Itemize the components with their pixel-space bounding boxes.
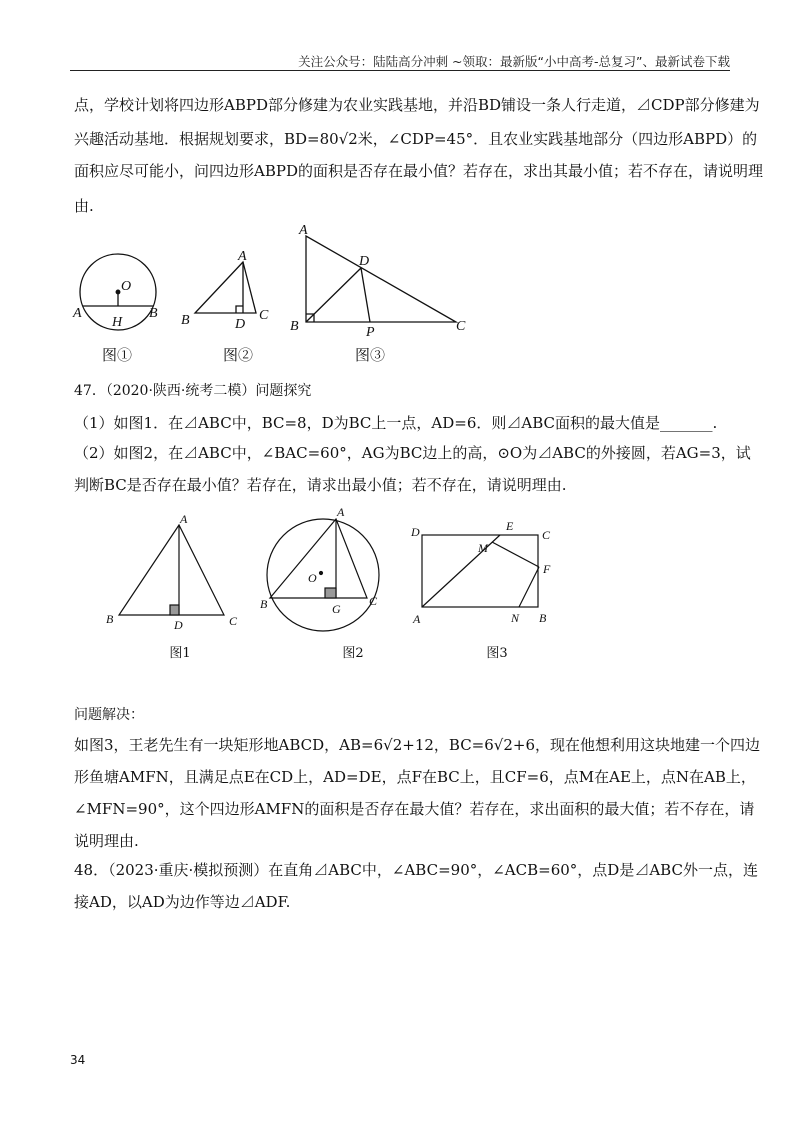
fig2-label-a: A <box>238 249 247 264</box>
q47-fig-caption-1: 图1 <box>169 646 191 661</box>
page-header: 关注公众号：陆陆高分冲刺 ~领取：最新版“小中高考-总复习”、最新试卷下载 <box>298 54 730 69</box>
q46-line-4: 由. <box>74 197 94 215</box>
q47-fig2-label-b: B <box>260 597 268 611</box>
fig2-label-b: B <box>181 313 190 328</box>
q46-line-3: 面积应尽可能小，问四边形ABPD的面积是否存在最小值？若存在，求出其最小值；若不存在，请说明理 <box>74 162 763 180</box>
fig1-label-o: O <box>121 279 132 294</box>
figure-row-1 <box>70 220 490 340</box>
q47-fig3-label-e: E <box>506 519 514 533</box>
header-divider <box>70 70 730 71</box>
q47-fig2-label-a: A <box>337 505 345 519</box>
q47-fig3-label-n: N <box>511 611 520 625</box>
q47-fig3-label-d: D <box>411 525 420 539</box>
q47-solve-line4: 说明理由. <box>74 832 139 850</box>
q47-fig3-label-b: B <box>539 611 547 625</box>
q47-fig1-label-a: A <box>180 512 188 526</box>
fig3-label-b: B <box>290 319 299 334</box>
q47-solve-title: 问题解决： <box>74 707 144 723</box>
fig-caption-2: 图② <box>222 346 253 364</box>
q47-fig1-triangle <box>106 512 238 632</box>
q47-fig3-label-m: M <box>478 541 488 555</box>
page-number: 34 <box>70 1053 86 1067</box>
q47-fig2-circle-triangle <box>260 505 379 631</box>
fig-caption-3: 图③ <box>354 346 385 364</box>
q47-fig3-label-f: F <box>543 562 551 576</box>
q48-line-2: 接AD，以AD为边作等边⊿ADF. <box>74 893 291 911</box>
q47-solve-line3: ∠MFN=90°，这个四边形AMFN的面积是否存在最大值？若存在，求出面积的最大值；若不存在，请 <box>74 800 755 818</box>
q47-fig3-label-c: C <box>542 528 551 542</box>
q48-line-1: 48．（2023·重庆·模拟预测）在直角⊿ABC中，∠ABC=90°，∠ACB=60°，点D是⊿ABC外一点，连 <box>74 861 758 879</box>
q47-fig1-label-b: B <box>106 612 114 626</box>
q47-fig2-label-g: G <box>332 602 341 616</box>
q47-fig2-label-o: O <box>308 571 317 585</box>
fig1-label-b: B <box>149 306 158 321</box>
q47-fig3-label-a: A <box>413 612 421 626</box>
fig1-circle-chord <box>72 254 158 330</box>
q47-fig-caption-2: 图2 <box>342 646 364 661</box>
q47-part2-line1: （2）如图2，在⊿ABC中，∠BAC=60°，AG为BC边上的高，⊙O为⊿ABC的外接圆，若AG=3，试 <box>74 444 751 462</box>
fig3-label-p: P <box>366 325 375 340</box>
fig1-label-a: A <box>73 306 82 321</box>
q47-title: 47．（2020·陕西·统考二模）问题探究 <box>74 383 312 399</box>
fig3-label-a: A <box>299 223 308 238</box>
q47-solve-line2: 形鱼塘AMFN，且满足点E在CD上，AD=DE，点F在BC上，且CF=6，点M在AE上，点N在AB上， <box>74 768 756 786</box>
fig1-label-h: H <box>112 315 123 330</box>
q47-solve-line1: 如图3，王老先生有一块矩形地ABCD，AB=6√2+12，BC=6√2+6，现在他想利用这块地建一个四边 <box>74 736 761 754</box>
q47-fig1-label-d: D <box>174 618 183 632</box>
fig3-label-c: C <box>456 319 466 334</box>
q47-fig-caption-3: 图3 <box>486 646 508 661</box>
fig2-label-c: C <box>259 308 269 323</box>
q47-part1: （1）如图1．在⊿ABC中，BC=8，D为BC上一点，AD=6．则⊿ABC面积的最大值是_______. <box>74 414 718 432</box>
q47-part2-line2: 判断BC是否存在最小值？若存在，请求出最小值；若不存在，请说明理由. <box>74 476 567 494</box>
q46-line-1: 点，学校计划将四边形ABPD部分修建为农业实践基地，并沿BD铺设一条人行走道，⊿CDP部分修建为 <box>74 96 760 114</box>
fig2-label-d: D <box>235 317 246 332</box>
q47-fig1-label-c: C <box>229 614 238 628</box>
q46-line-2: 兴趣活动基地．根据规划要求，BD=80√2米，∠CDP=45°．且农业实践基地部分（四边形ABPD）的 <box>74 130 758 148</box>
q47-fig3-rectangle <box>410 519 551 626</box>
q47-fig2-label-c: C <box>369 594 378 608</box>
fig-caption-1: 图① <box>101 346 132 364</box>
fig3-label-d: D <box>359 254 370 269</box>
fig2-triangle-altitude <box>181 249 269 332</box>
fig3-right-triangle <box>290 223 466 340</box>
